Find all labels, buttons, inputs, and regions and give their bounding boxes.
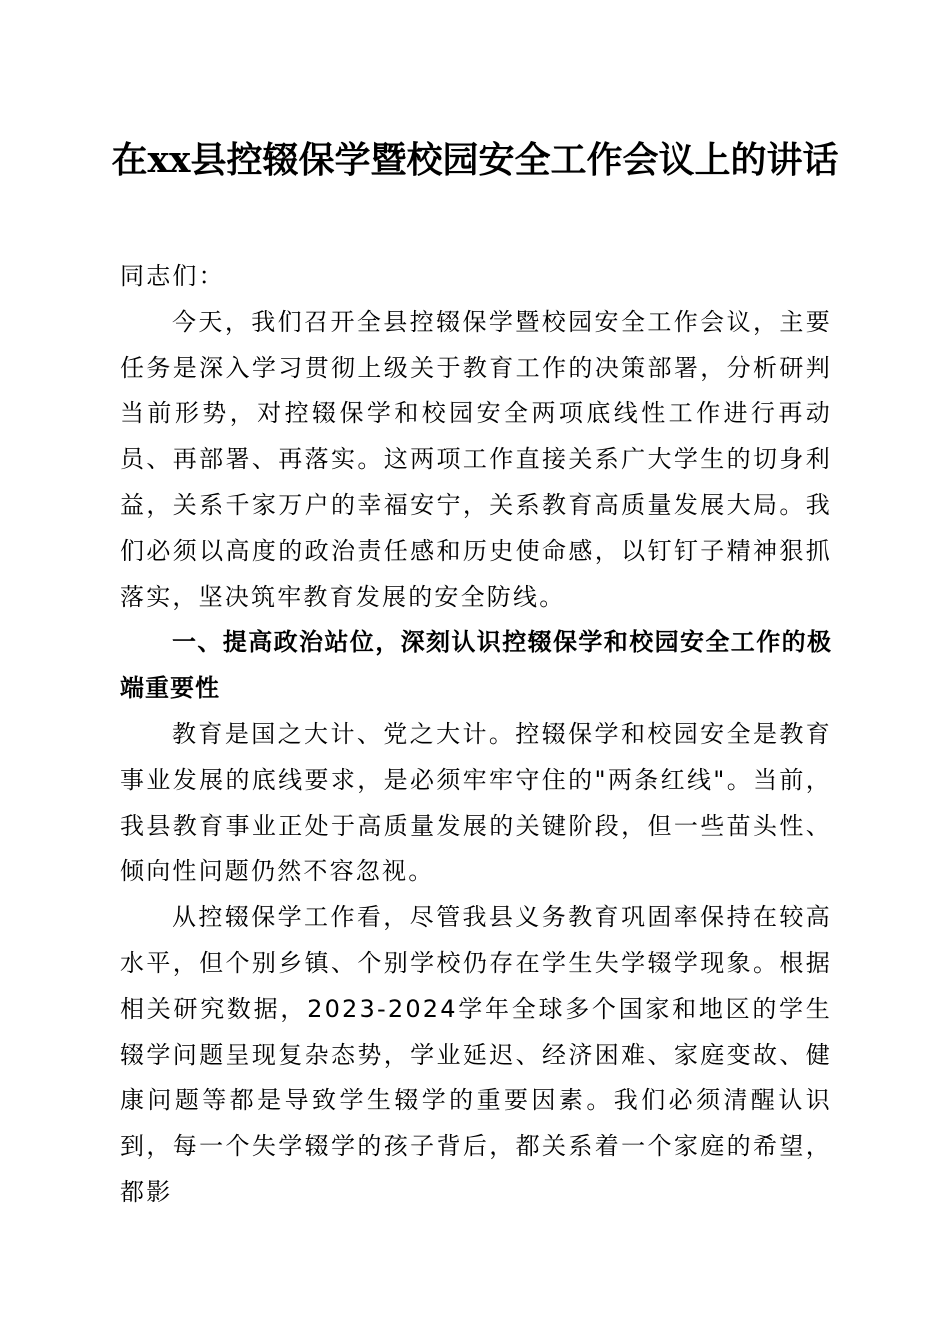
section-heading: 一、提高政治站位，深刻认识控辍保学和校园安全工作的极端重要性 bbox=[120, 628, 832, 703]
document-body bbox=[120, 254, 832, 1216]
section-paragraph-1: 教育是国之大计、党之大计。控辍保学和校园安全是教育事业发展的底线要求，是必须牢牢守住的"两条红线"。当前，我县教育事业正处于高质量发展的关键阶段，但一些苗头性、倾向性问题仍然不容忽视。 bbox=[120, 719, 832, 886]
intro-paragraph: 今天，我们召开全县控辍保学暨校园安全工作会议，主要任务是深入学习贯彻上级关于教育工作的决策部署，分析研判当前形势，对控辍保学和校园安全两项底线性工作进行再动员、再部署、再落实。这两项工作直接关系广大学生的切身利益，关系千家万户的幸福安宁，关系教育高质量发展大局。我们必须以高度的政治责任感和历史使命感，以钉钉子精神狠抓落实，坚决筑牢教育发展的安全防线。 bbox=[120, 307, 832, 611]
section-paragraph-2: 从控辍保学工作看，尽管我县义务教育巩固率保持在较高水平，但个别乡镇、个别学校仍存在学生失学辍学现象。根据相关研究数据，2023-2024学年全球多个国家和地区的学生辍学问题呈现复杂态势，学业延迟、经济困难、家庭变故、健康问题等都是导致学生辍学的重要因素。我们必须清醒认识到，每一个失学辍学的孩子背后，都关系着一个家庭的希望，都影 bbox=[120, 903, 832, 1206]
salutation: 同志们： bbox=[120, 262, 225, 290]
document-title: 在xx县控辍保学暨校园安全工作会议上的讲话 bbox=[111, 139, 839, 181]
